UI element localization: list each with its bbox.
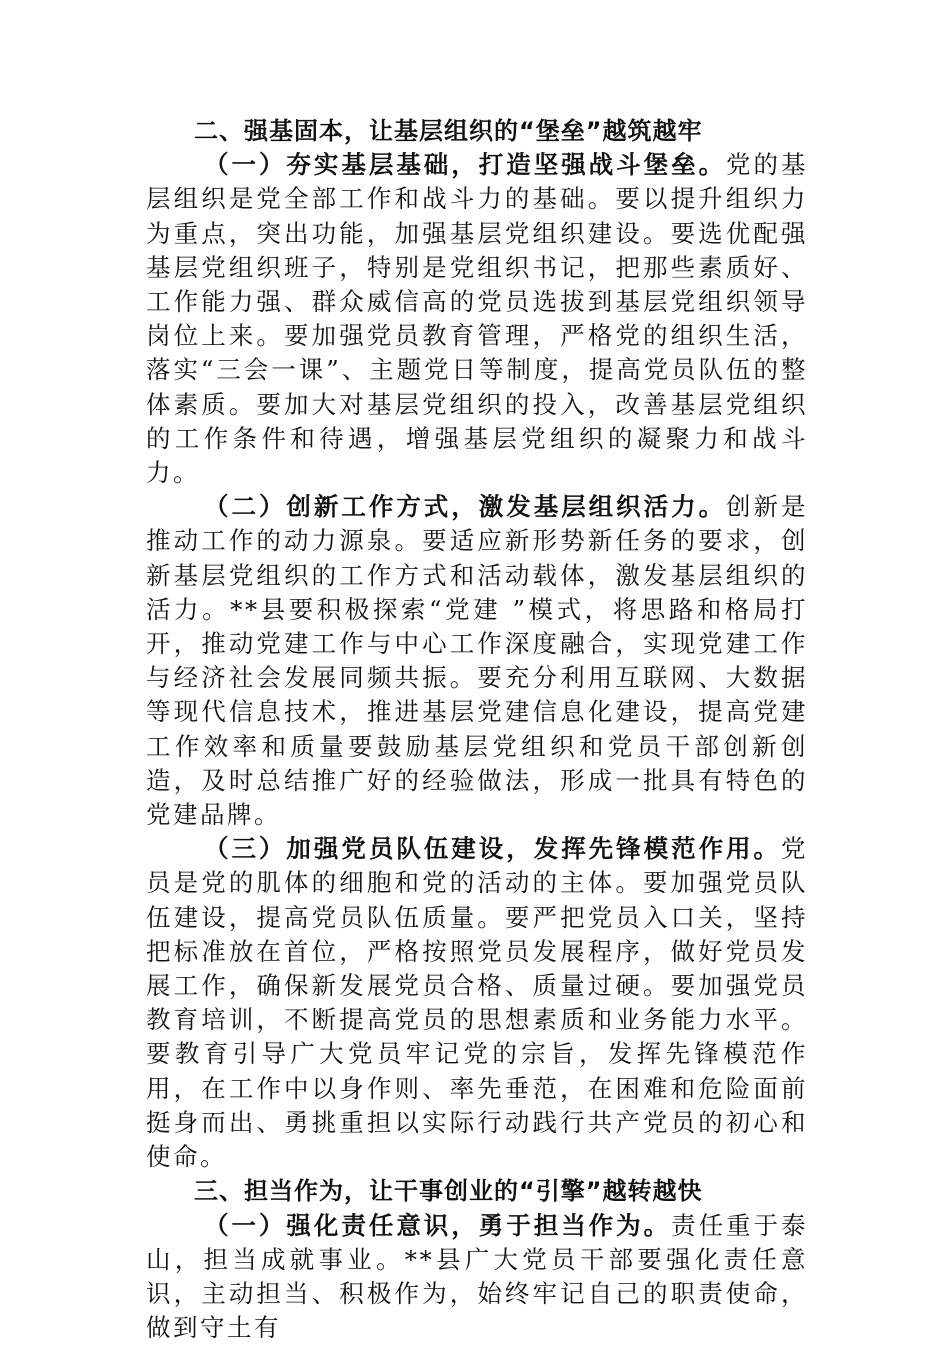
paragraph-body: 党的基层组织是党全部工作和战斗力的基础。要以提升组织力为重点，突出功能，加强基层党组织建设。要选优配强基层党组织班子，特别是党组织书记，把那些素质好、工作能力强、群众威信高的党员选拔到基层党组织领导岗位上来。要加强党员教育管理，严格党的组织生活，落实“三会一课”、主题党日等制度，提高党员队伍的整体素质。要加大对基层党组织的投入，改善基层党组织的工作条件和待遇，增强基层党组织的凝聚力和战斗力。 bbox=[146, 150, 808, 487]
paragraph-lead: （三）加强党员队伍建设，发挥先锋模范作用。 bbox=[204, 834, 781, 863]
paragraph-lead: （二）创新工作方式，激发基层组织活力。 bbox=[204, 492, 726, 521]
paragraph-body: 责任重于泰山，担当成就事业。**县广大党员干部要强化责任意识，主动担当、积极作为，始终牢记自己的职责使命，做到守土有 bbox=[146, 1211, 808, 1343]
paragraph-body: 创新是推动工作的动力源泉。要适应新形势新任务的要求，创新基层党组织的工作方式和活动载体，激发基层组织的活力。**县要积极探索“党建 ”模式，将思路和格局打开，推动党建工作与中心工作深度融合，实现党建工作与经济社会发展同频共振。要充分利用互联网、大数据等现代信息技术，推进基层党建信息化建设，提高党建工作效率和质量要鼓励基层党组织和党员干部创新创造，及时总结推广好的经验做法，形成一批具有特色的党建品牌。 bbox=[146, 492, 808, 829]
paragraph-2-1 bbox=[146, 148, 808, 490]
section-heading-3: 三、担当作为，让干事创业的“引擎”越转越快 bbox=[146, 1174, 808, 1208]
section-heading-2: 二、强基固本，让基层组织的“堡垒”越筑越牢 bbox=[146, 114, 808, 148]
paragraph-2-3 bbox=[146, 832, 808, 1174]
paragraph-body: 党员是党的肌体的细胞和党的活动的主体。要加强党员队伍建设，提高党员队伍质量。要严把党员入口关，坚持把标准放在首位，严格按照党员发展程序，做好党员发展工作，确保新发展党员合格、质量过硬。要加强党员教育培训，不断提高党员的思想素质和业务能力水平。要教育引导广大党员牢记党的宗旨，发挥先锋模范作用，在工作中以身作则、率先垂范，在困难和危险面前挺身而出、勇挑重担以实际行动践行共产党员的初心和使命。 bbox=[146, 834, 808, 1171]
document-body bbox=[146, 114, 808, 1345]
paragraph-3-1 bbox=[146, 1209, 808, 1345]
paragraph-lead: （一）强化责任意识，勇于担当作为。 bbox=[204, 1211, 671, 1240]
paragraph-2-2 bbox=[146, 490, 808, 832]
paragraph-lead: （一）夯实基层基础，打造坚强战斗堡垒。 bbox=[204, 150, 726, 179]
